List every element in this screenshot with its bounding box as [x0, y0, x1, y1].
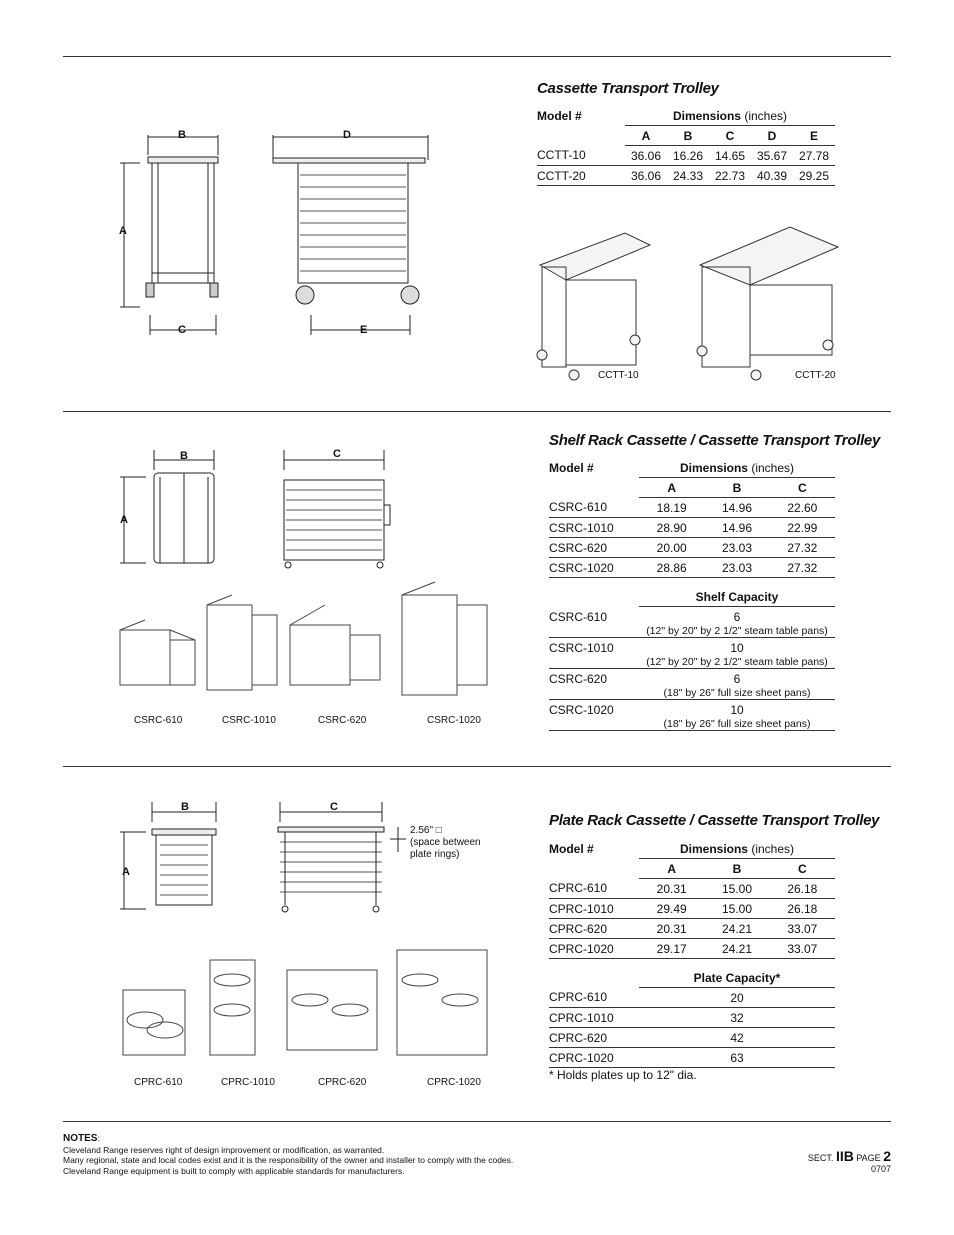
- photo-caption: CSRC-610: [134, 715, 183, 726]
- dimension-label-c: C: [333, 448, 341, 460]
- column-header: E: [793, 126, 835, 146]
- dimensions-header: Dimensions (inches): [679, 841, 795, 856]
- plate-rack-dimension-drawing: [110, 797, 410, 922]
- column-header: D: [751, 126, 793, 146]
- table-row: CSRC-610 18.19 14.96 22.60: [549, 498, 835, 518]
- dimension-label-c: C: [330, 801, 338, 813]
- photo-caption: CSRC-1010: [222, 715, 276, 726]
- section-divider: [63, 1121, 891, 1122]
- shelf-rack-dimension-drawing: [110, 445, 410, 575]
- table-row: CPRC-610 20: [549, 988, 835, 1008]
- plate-spacing-note: 2.56" □ (space between plate rings): [410, 825, 481, 860]
- note-line: Many regional, state and local codes exist and it is the responsibility of the owner and installer to comply with the codes.: [63, 1155, 514, 1165]
- column-header: A: [625, 126, 667, 146]
- section-title: Shelf Rack Cassette / Cassette Transport Trolley: [549, 432, 881, 449]
- section-value: IIB: [835, 1148, 854, 1164]
- dimension-label-a: A: [122, 866, 130, 878]
- shelf-rack-product-photos: [115, 580, 505, 710]
- dimension-label-b: B: [180, 450, 188, 462]
- dimension-label-a: A: [120, 514, 128, 526]
- column-header: A: [639, 859, 704, 879]
- table-row: CSRC-610 6 (12" by 20" by 2 1/2" steam table pans): [549, 607, 835, 638]
- table-row: CSRC-620 20.00 23.03 27.32: [549, 538, 835, 558]
- column-header: C: [709, 126, 751, 146]
- table-row: CSRC-1020 28.86 23.03 27.32: [549, 558, 835, 578]
- table-row: CSRC-1010 10 (12" by 20" by 2 1/2" steam table pans): [549, 638, 835, 669]
- table-row: CPRC-620 42: [549, 1028, 835, 1048]
- dimension-label-c: C: [178, 324, 186, 336]
- table-row: CPRC-1020 63: [549, 1048, 835, 1068]
- notes-title: NOTES: [63, 1133, 98, 1144]
- document-code: 0707: [870, 1164, 891, 1174]
- photo-caption: CPRC-1020: [427, 1077, 481, 1088]
- dimension-label-e: E: [360, 324, 368, 336]
- photo-caption: CSRC-1020: [427, 715, 481, 726]
- dimensions-header: Dimensions (inches): [672, 108, 788, 123]
- column-header: A: [639, 478, 704, 498]
- capacity-header: Shelf Capacity: [639, 587, 835, 607]
- table-row: CPRC-1020 29.17 24.21 33.07: [549, 939, 835, 959]
- model-header: Model #: [549, 841, 594, 856]
- table-row: CCTT-10 36.06 16.26 14.65 35.67 27.78: [537, 146, 835, 166]
- section-divider: [63, 766, 891, 767]
- column-header: B: [704, 478, 769, 498]
- table-row: CSRC-1020 10 (18" by 26" full size sheet pans): [549, 700, 835, 731]
- section-title: Plate Rack Cassette / Cassette Transport Trolley: [549, 812, 880, 829]
- column-header: B: [704, 859, 769, 879]
- notes-block: NOTES: Cleveland Range reserves right of design improvement or modification, as warranted. Many regional, state and local codes exist and it is the responsibility of the owner and installer to comply with the codes. Cleveland Range equipment is built to comply with applicable standards for manufacturers.: [63, 1133, 514, 1176]
- photo-caption: CPRC-1010: [221, 1077, 275, 1088]
- dimensions-table: [549, 458, 835, 578]
- model-header: Model #: [549, 460, 594, 475]
- photo-caption: CPRC-610: [134, 1077, 183, 1088]
- table-row: CPRC-1010 32: [549, 1008, 835, 1028]
- page-label: PAGE: [856, 1153, 881, 1163]
- dimension-label-b: B: [178, 129, 186, 141]
- plate-capacity-table: [549, 968, 835, 1068]
- photo-caption: CCTT-20: [795, 370, 836, 381]
- note-line: Cleveland Range reserves right of design improvement or modification, as warranted.: [63, 1144, 385, 1155]
- table-row: CPRC-610 20.31 15.00 26.18: [549, 879, 835, 899]
- note-line: Cleveland Range equipment is built to comply with applicable standards for manufacturers.: [63, 1165, 405, 1176]
- section-divider: [63, 411, 891, 412]
- dimension-label-b: B: [181, 801, 189, 813]
- table-row: CPRC-1010 29.49 15.00 26.18: [549, 899, 835, 919]
- top-rule: [63, 56, 891, 57]
- trolley-dimension-drawing: [110, 125, 450, 345]
- page-number: 2: [883, 1148, 891, 1164]
- photo-caption: CSRC-620: [318, 715, 367, 726]
- plate-rack-product-photos: [115, 940, 505, 1070]
- shelf-capacity-table: [549, 587, 835, 731]
- section-title: Cassette Transport Trolley: [537, 80, 719, 97]
- dimensions-table: [537, 106, 835, 186]
- dimension-label-d: D: [343, 129, 351, 141]
- column-header: B: [667, 126, 709, 146]
- capacity-header: Plate Capacity*: [639, 968, 835, 988]
- page-footer: [808, 1148, 891, 1174]
- column-header: C: [770, 859, 835, 879]
- dimension-label-a: A: [119, 225, 127, 237]
- table-row: CCTT-20 36.06 24.33 22.73 40.39 29.25: [537, 166, 835, 186]
- section-label: SECT.: [807, 1153, 834, 1163]
- photo-caption: CCTT-10: [598, 370, 639, 381]
- table-row: CSRC-620 6 (18" by 26" full size sheet pans): [549, 669, 835, 700]
- dimensions-table: [549, 839, 835, 959]
- column-header: C: [770, 478, 835, 498]
- table-row: CPRC-620 20.31 24.21 33.07: [549, 919, 835, 939]
- table-row: CSRC-1010 28.90 14.96 22.99: [549, 518, 835, 538]
- footnote: * Holds plates up to 12" dia.: [549, 1068, 697, 1082]
- trolley-product-photos: [530, 215, 850, 385]
- dimensions-header: Dimensions (inches): [679, 460, 795, 475]
- model-header: Model #: [537, 108, 582, 123]
- photo-caption: CPRC-620: [318, 1077, 367, 1088]
